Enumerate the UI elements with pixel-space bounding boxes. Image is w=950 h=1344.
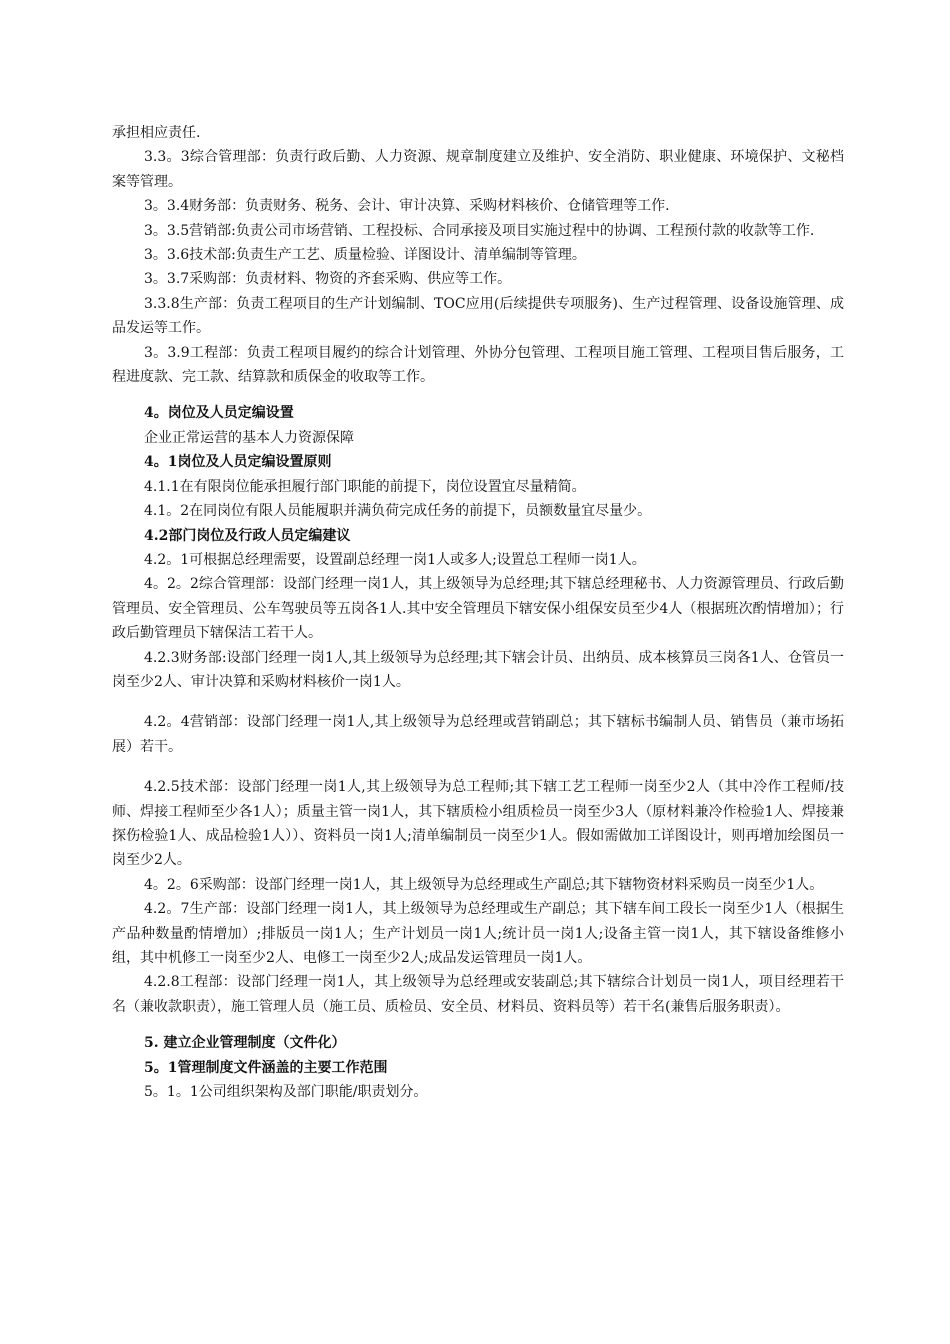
subheading-5-1: 5。1管理制度文件涵盖的主要工作范围 (144, 1059, 388, 1076)
paragraph-4-2-4: 4.2。4营销部：设部门经理一岗1人,其上级领导为总经理或营销副总；其下辖标书编制人员、销售员（兼市场拓展）若干。 (112, 714, 844, 755)
paragraph-3-3-6: 3。3.6技术部:负责生产工艺、质量检验、详图设计、清单编制等管理。 (144, 247, 586, 264)
paragraph-3-3-5: 3。3.5营销部:负责公司市场营销、工程投标、合同承接及项目实施过程中的协调、工程预付款的收款等工作. (144, 222, 815, 239)
paragraph-4-2-7: 4.2。7生产部：设部门经理一岗1人，其上级领导为总经理或生产副总；其下辖车间工段长一岗至少1人（根据生产品种数量酌情增加）;排版员一岗1人；生产计划员一岗1人;统计员一岗1人;设备主管一岗1人，其下辖设备维修小组，其中机修工一岗至少2人、电修工一岗至少2人;成品发运管理员一岗1人。 (112, 901, 844, 966)
paragraph-5-1-1: 5。1。1公司组织架构及部门职能/职责划分。 (144, 1084, 428, 1101)
paragraph-4-1-2: 4.1。2在同岗位有限人员能履职并满负荷完成任务的前提下，员额数量宜尽量少。 (144, 503, 652, 520)
paragraph-4-2-6: 4。2。6采购部：设部门经理一岗1人，其上级领导为总经理或生产副总;其下辖物资材料采购员一岗至少1人。 (144, 876, 824, 893)
subheading-4-2: 4.2部门岗位及行政人员定编建议 (144, 527, 351, 544)
spacer (112, 759, 844, 775)
section-heading-5: 5. 建立企业管理制度（文件化） (144, 1035, 346, 1052)
paragraph-3-3-9: 3。3.9工程部：负责工程项目履约的综合计划管理、外协分包管理、工程项目施工管理、工程项目售后服务，工程进度款、完工款、结算款和质保金的收取等工作。 (112, 344, 844, 386)
spacer (112, 1019, 844, 1031)
spacer (112, 694, 844, 710)
paragraph-4-1-1: 4.1.1在有限岗位能承担履行部门职能的前提下，岗位设置宜尽量精简。 (144, 478, 586, 495)
paragraph-3-3-3: 3.3。3综合管理部：负责行政后勤、人力资源、规章制度建立及维护、安全消防、职业健康、环境保护、文秘档案等管理。 (112, 149, 844, 190)
subheading-4-1: 4。1岗位及人员定编设置原则 (144, 454, 332, 471)
paragraph-3-3-8: 3.3.8生产部：负责工程项目的生产计划编制、TOC应用(后续提供专项服务)、生产过程管理、设备设施管理、成品发运等工作。 (112, 295, 844, 337)
section-heading-4: 4。岗位及人员定编设置 (144, 405, 294, 422)
paragraph-3-3-4: 3。3.4财务部：负责财务、税务、会计、审计决算、采购材料核价、仓储管理等工作. (144, 198, 670, 215)
document-body (112, 121, 844, 1104)
paragraph-4-2-2: 4。2。2综合管理部：设部门经理一岗1人，其上级领导为总经理;其下辖总经理秘书、人力资源管理员、行政后勤管理员、安全管理员、公车驾驶员等五岗各1人.其中安全管理员下辖安保小组保安员至少4人（根据班次酌情增加）；行政后勤管理员下辖保洁工若干人。 (112, 576, 844, 642)
paragraph-4-2-1: 4.2。1可根据总经理需要，设置副总经理一岗1人或多人;设置总工程师一岗1人。 (144, 551, 646, 568)
paragraph-4-2-3: 4.2.3财务部:设部门经理一岗1人,其上级领导为总经理;其下辖会计员、出纳员、成本核算员三岗各1人、仓管员一岗至少2人、审计决算和采购材料核价一岗1人。 (112, 649, 844, 690)
paragraph-section-4-intro: 企业正常运营的基本人力资源保障 (144, 429, 354, 446)
paragraph-4-2-8: 4.2.8工程部：设部门经理一岗1人，其上级领导为总经理或安装副总;其下辖综合计划员一岗1人，项目经理若干名（兼收款职责），施工管理人员（施工员、质检员、安全员、材料员、资料员等）若干名(兼售后服务职责）。 (112, 974, 844, 1015)
paragraph-3-3-2-tail: 承担相应责任. (112, 125, 201, 141)
paragraph-4-2-5: 4.2.5技术部：设部门经理一岗1人,其上级领导为总工程师;其下辖工艺工程师一岗至少2人（其中冷作工程师/技师、焊接工程师至少各1人）；质量主管一岗1人，其下辖质检小组质检员一岗至少3人（原材料兼冷作检验1人、焊接兼探伤检验1人、成品检验1人））、资料员一岗1人;清单编制员一岗至少1人。假如需做加工详图设计，则再增加绘图员一岗至少2人。 (112, 779, 844, 869)
paragraph-3-3-7: 3。3.7采购部：负责材料、物资的齐套采购、供应等工作。 (144, 271, 512, 288)
spacer (112, 389, 844, 401)
